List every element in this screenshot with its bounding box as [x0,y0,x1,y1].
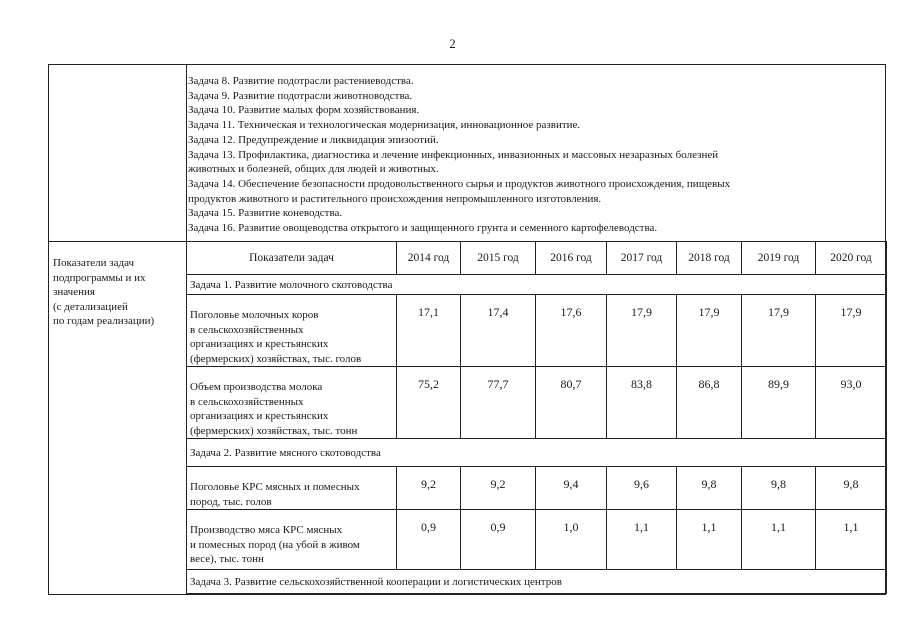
value-cell: 9,6 [607,467,677,510]
value-cell: 9,8 [677,467,742,510]
value-cell: 17,9 [742,295,816,367]
task-line: Задача 9. Развитие подотрасли животноводства. [188,89,413,102]
task-line: Задача 16. Развитие овощеводства открытого и защищенного грунта и семенного картофелеводства. [188,222,658,235]
value-cell: 1,0 [536,510,607,570]
name-line: Поголовье КРС мясных и помесных [190,481,360,493]
column-header: 2016 год [536,242,607,275]
name-line: и помесных пород (на убой в живом [190,538,360,551]
column-header: 2015 год [461,242,536,275]
name-line: в сельскохозяйственных [190,323,304,336]
value-cell: 9,4 [536,467,607,510]
indicator-name [187,295,397,367]
task-heading: Задача 1. Развитие молочного скотоводства [187,275,887,295]
value-cell: 9,2 [461,467,536,510]
value-cell: 83,8 [607,367,677,439]
table-header-row [187,242,887,275]
page-number: 2 [449,36,456,51]
task-line: Задача 8. Развитие подотрасли растениеводства. [188,75,414,87]
value-cell: 17,9 [607,295,677,367]
name-line: Объем производства молока [190,381,323,393]
table-row [187,510,887,570]
value-cell: 75,2 [397,367,461,439]
value-cell: 0,9 [461,510,536,570]
value-cell: 80,7 [536,367,607,439]
indicators-label [53,256,183,329]
name-line: организациях и крестьянских [190,338,329,350]
value-cell: 1,1 [677,510,742,570]
task-heading-row [187,439,887,467]
value-cell: 17,1 [397,295,461,367]
tasks-list [188,74,878,236]
indicators-table [186,241,887,594]
column-header: 2019 год [742,242,816,275]
column-header: Показатели задач [187,242,397,275]
name-line: Производство мяса КРС мясных [190,524,343,536]
task-heading-row [187,275,887,295]
task-line: Задача 15. Развитие коневодства. [188,207,343,220]
value-cell: 9,8 [816,467,887,510]
task-heading-row [187,570,887,594]
label-line: Показатели задач [53,257,135,269]
name-line: (фермерских) хозяйствах, тыс. голов [190,352,362,365]
value-cell: 1,1 [607,510,677,570]
label-line: (с детализацией [53,300,128,313]
task-line: животных и болезней, общих для людей и животных. [188,163,439,176]
label-line: по годам реализации) [53,315,155,327]
value-cell: 17,4 [461,295,536,367]
column-header: 2018 год [677,242,742,275]
value-cell: 89,9 [742,367,816,439]
table-row [187,367,887,439]
name-line: весе), тыс. тонн [190,553,264,565]
value-cell: 9,8 [742,467,816,510]
label-line: подпрограммы и их [53,271,146,284]
indicator-name [187,510,397,570]
task-heading: Задача 3. Развитие сельскохозяйственной кооперации и логистических центров [187,570,887,594]
value-cell: 86,8 [677,367,742,439]
name-line: в сельскохозяйственных [190,395,304,408]
column-header: 2020 год [816,242,887,275]
indicator-name [187,367,397,439]
task-line: Задача 13. Профилактика, диагностика и лечение инфекционных, инвазионных и массовых незаразных болезней [188,148,719,161]
value-cell: 1,1 [816,510,887,570]
label-line: значения [53,286,95,298]
value-cell: 0,9 [397,510,461,570]
task-line: продуктов животного и растительного происхождения непромышленного изготовления. [188,192,602,205]
name-line: пород, тыс. голов [190,495,272,508]
value-cell: 93,0 [816,367,887,439]
column-header: 2014 год [397,242,461,275]
value-cell: 77,7 [461,367,536,439]
name-line: организациях и крестьянских [190,410,329,422]
task-heading: Задача 2. Развитие мясного скотоводства [187,439,887,467]
task-line: Задача 14. Обеспечение безопасности продовольственного сырья и продуктов животного происхождения, пищевых [188,177,731,190]
column-header: 2017 год [607,242,677,275]
task-line: Задача 12. Предупреждение и ликвидация эпизоотий. [188,133,439,146]
value-cell: 1,1 [742,510,816,570]
value-cell: 17,6 [536,295,607,367]
indicator-name [187,467,397,510]
table-row [187,295,887,367]
value-cell: 9,2 [397,467,461,510]
task-line: Задача 10. Развитие малых форм хозяйствования. [188,104,420,117]
name-line: (фермерских) хозяйствах, тыс. тонн [190,424,358,437]
value-cell: 17,9 [677,295,742,367]
task-line: Задача 11. Техническая и технологическая модернизация, инновационное развитие. [188,119,581,132]
table-row [187,467,887,510]
value-cell: 17,9 [816,295,887,367]
name-line: Поголовье молочных коров [190,309,319,321]
